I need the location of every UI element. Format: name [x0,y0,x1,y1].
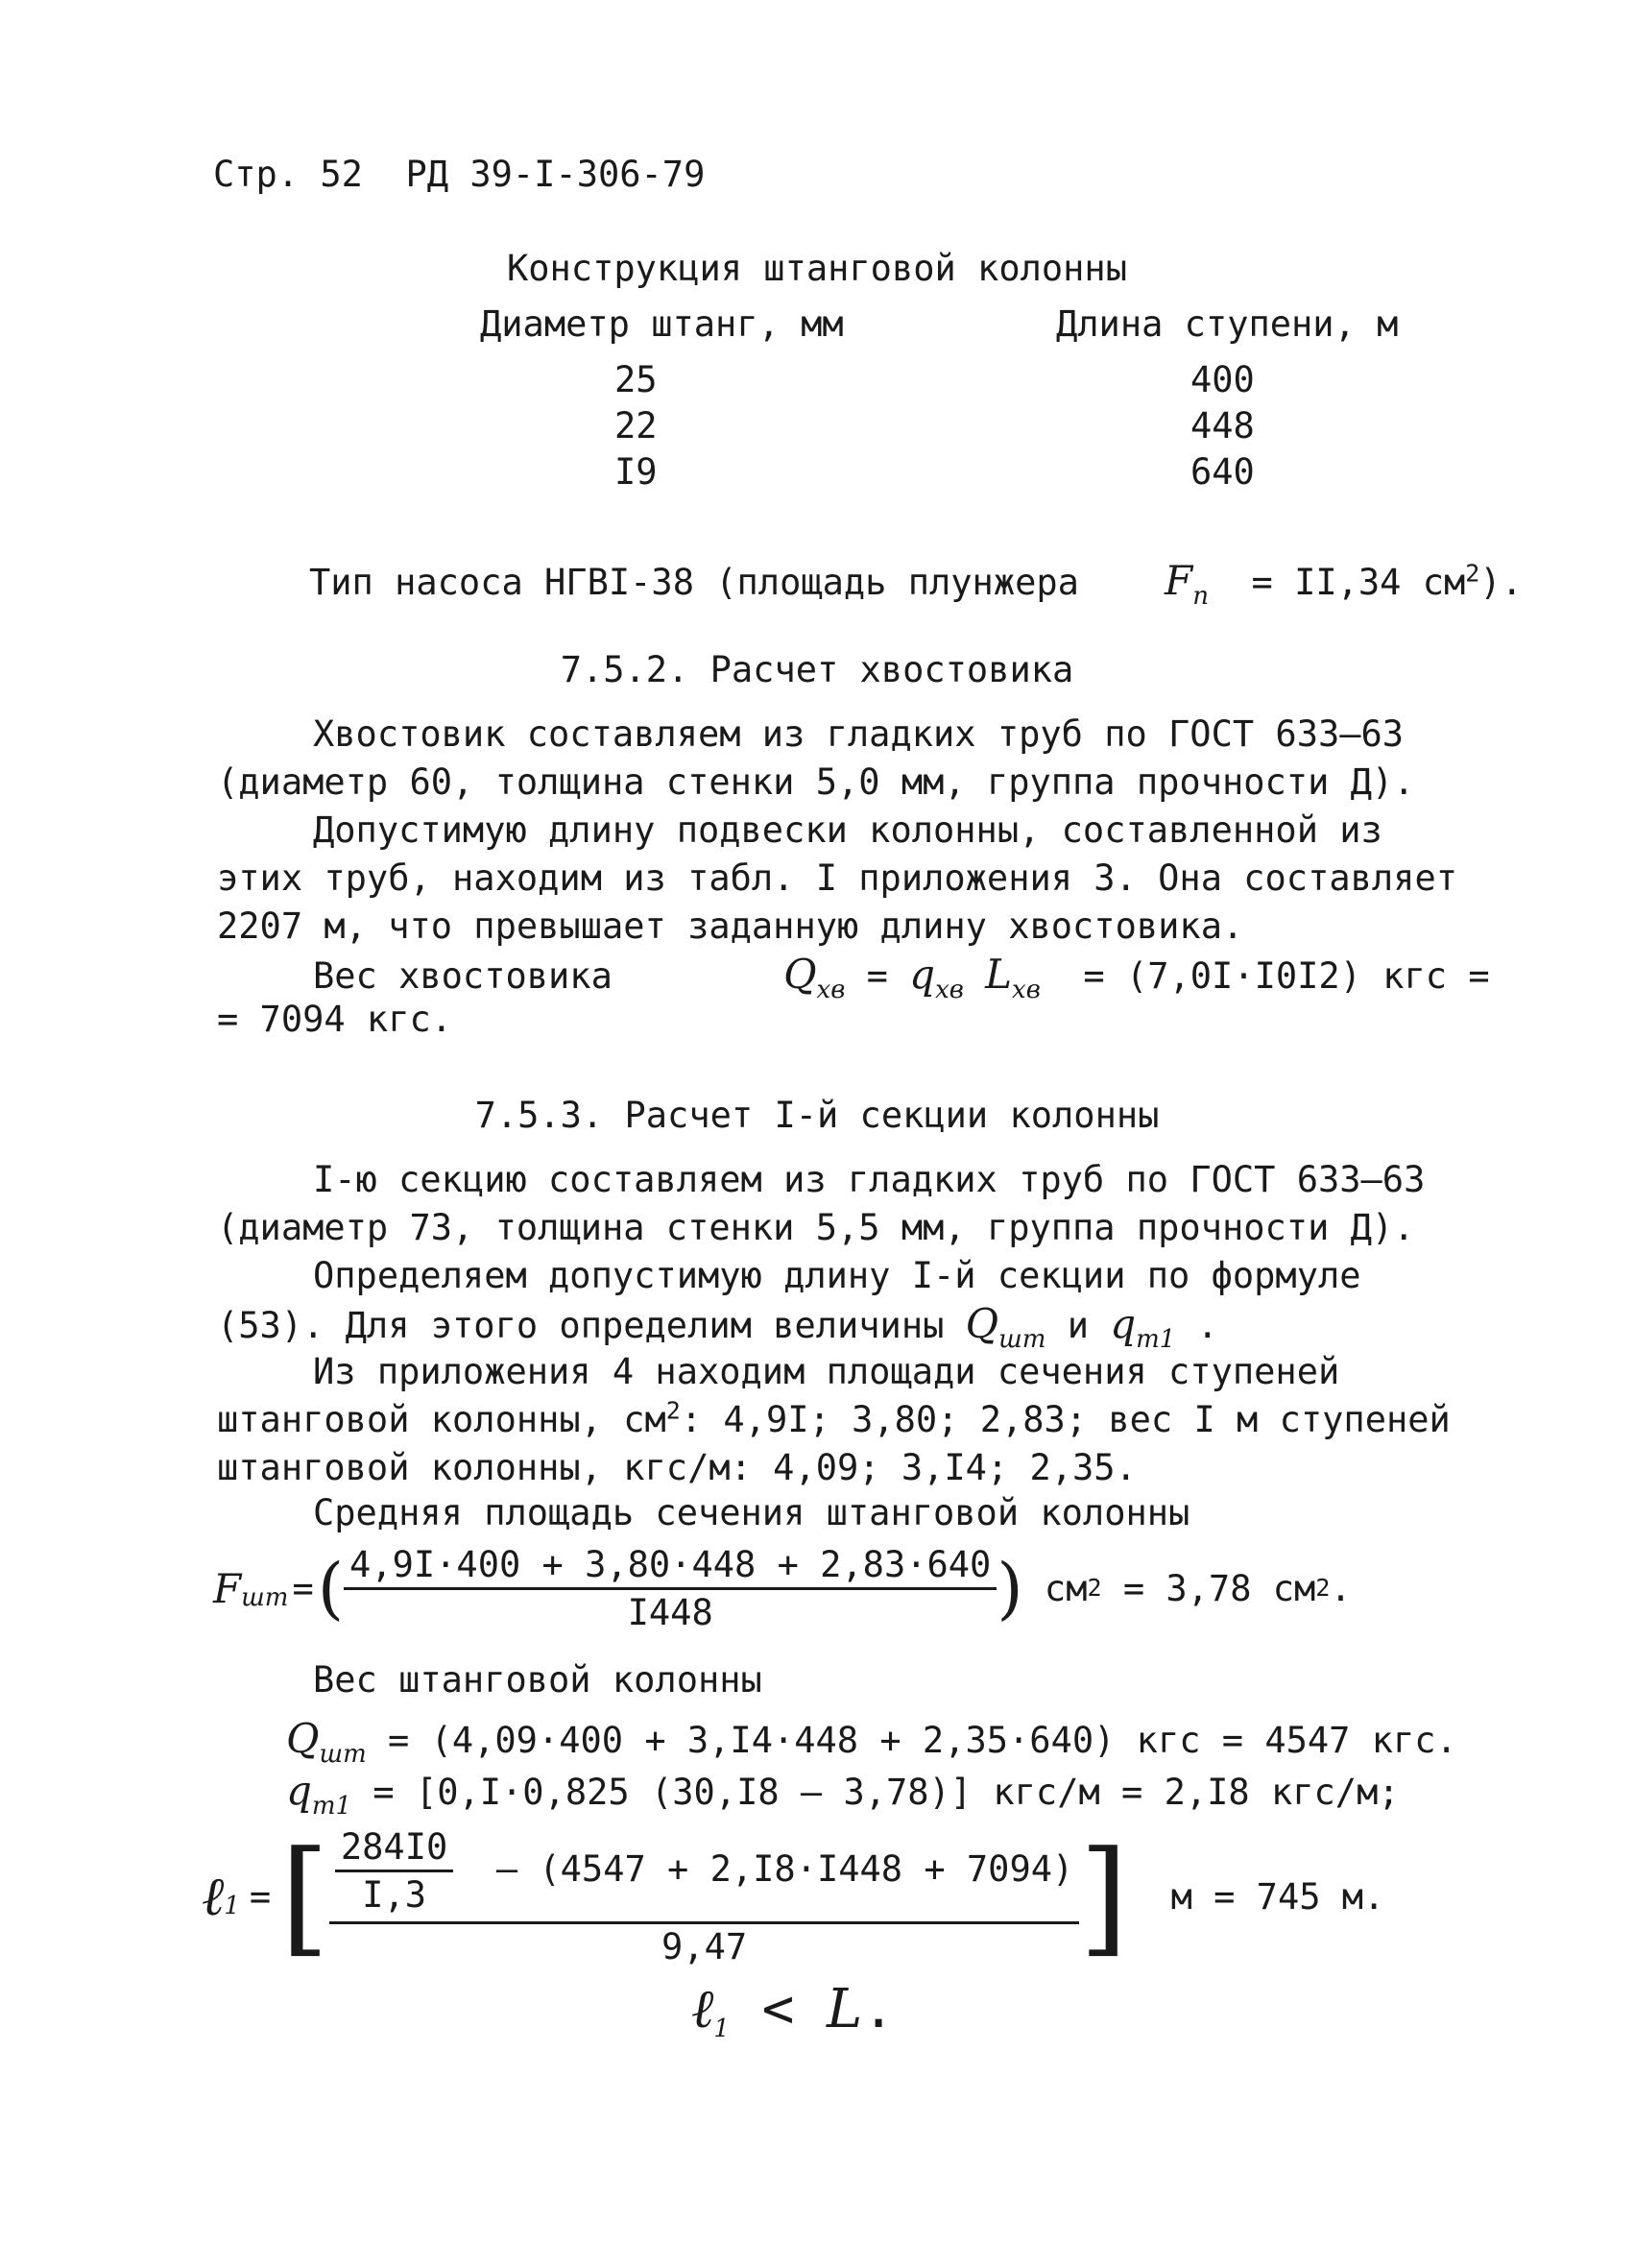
period: . [1196,1305,1218,1346]
Q-subscript: шт [319,1740,367,1769]
l1-equals: = [249,1875,272,1918]
F-unit: см [1044,1567,1088,1609]
table-row [480,402,1398,448]
formula-l1 [202,1824,1384,1968]
l1-subscript: 1 [224,1892,240,1920]
weight-equals: = [866,955,888,997]
pump-text: Тип насоса НГВI-38 (площадь плунжера [309,562,1079,603]
comp-lt: < [761,1978,795,2040]
l1-inner-den: I,3 [362,1873,426,1916]
cell-diameter: I9 [614,450,658,493]
rod-weight-heading: Вес штанговой колонны [313,1659,762,1701]
column-header-diameter: Диаметр штанг, мм [480,303,844,345]
table-row [480,448,1398,495]
formula-avg-area: F шт = ( $\frac{4,9I\cdot 400 + 3,80\cdot 448 + 2,83\cdot 640}{I448}$ ) см 2 = 3,78 см 2 . [213,1543,1352,1633]
cell-length: 640 [1190,450,1255,493]
comp-end: . [862,1978,895,2040]
F-symbol: F [213,1564,242,1612]
symbol-q-t1: q [1110,1300,1137,1347]
weight-sub-2: хв [935,976,964,1004]
weight-symbol-q: q [909,951,936,998]
bracket-close: ] [1079,1823,1128,1969]
comp-l: ℓ [691,1978,714,2040]
and-word: и [1067,1305,1089,1346]
formula-q-t1 [286,1767,1400,1821]
appendix-text-b: : 4,9I; 3,80; 2,83; вес I м ступеней штанговой колонны, кгс/м: 4,09; 3,I4; 2,35. [217,1399,1451,1488]
l1-symbol: ℓ [202,1865,225,1928]
cell-length: 400 [1190,358,1255,400]
weight-rhs: = (7,0I·I0I2) кгс = [1083,955,1490,997]
pump-type-line [309,557,1523,611]
sub-t1: т1 [1136,1325,1176,1354]
bracket-open: [ [280,1823,329,1969]
q-symbol: q [286,1767,312,1814]
Q-rhs: = (4,09·400 + 3,I4·448 + 2,35·640) кгс = 4547 кгс. [388,1720,1457,1761]
sub-sht: шт [998,1325,1046,1354]
comparison-l1-L [691,1978,895,2043]
column-header-length: Длина ступени, м [1056,303,1399,345]
page-number: Стр. 52 [213,154,363,195]
F-numerator: 4,9I·400 + 3,80·448 + 2,83·640 [344,1544,997,1590]
cell-diameter: 25 [614,358,658,400]
page-header [213,154,705,195]
F-subscript: шт [241,1583,289,1612]
tail-weight-result: = 7094 кгс. [217,999,453,1040]
Q-symbol: Q [286,1715,320,1762]
paragraph-tail-pipes: Хвостовик составляем из гладких труб по ГОСТ 633–63 (диаметр 60, толщина стенки 5,0 мм, группа прочности Д). [217,713,1415,803]
determine-text: Определяем допустимую длину I-й секции по формуле (53). Для этого определим величины [217,1255,1361,1346]
table-row [480,356,1398,402]
F-equals: = [292,1567,314,1609]
paragraph-allowed-length: Допустимую длину подвески колонны, составленной из этих труб, находим из табл. I приложения 3. Она составляет 2207 м, что превышает заданную длину хвостовика. [217,809,1458,947]
comp-sub: 1 [713,2015,730,2043]
paragraph-appendix4 [217,1348,1465,1492]
appendix-text-a: Из приложения 4 находим площади сечения ступеней штанговой колонны, см [217,1351,1340,1440]
pump-close: ). [1479,562,1523,603]
appendix-sup: 2 [665,1396,681,1425]
section-title-752: 7.5.2. Расчет хвостовика [560,649,1074,690]
rod-column-table [480,303,1398,495]
l1-denominator: 9,47 [661,1925,748,1967]
tail-weight-label: Вес хвостовика [313,955,613,997]
l1-inner-fraction [335,1826,453,1916]
F-result: = 3,78 см [1122,1567,1316,1609]
q-rhs: = [0,I·0,825 (30,I8 – 3,78)] кгс/м = 2,I8 кгс/м; [372,1772,1400,1813]
l1-num-rest: – (4547 + 2,I8·I448 + 7094) [495,1847,1074,1890]
avg-area-heading: Средняя площадь сечения штанговой колонны [313,1492,1190,1533]
plunger-area-subscript: п [1192,582,1209,611]
paren-close: ) [997,1549,1023,1628]
symbol-Q-sht: Q [965,1300,999,1347]
weight-symbol-Q: Q [783,951,817,998]
F-denominator: I448 [627,1591,713,1633]
paren-open: ( [317,1549,345,1628]
l1-inner-num: 284I0 [335,1826,453,1872]
plunger-area-value: = II,34 см [1251,562,1466,603]
table-header-row [480,303,1398,356]
plunger-area-exp: 2 [1465,559,1480,588]
weight-symbol-L: L [985,951,1013,998]
section-title-753: 7.5.3. Расчет I-й секции колонны [474,1095,1160,1136]
l1-numerator [329,1826,1079,1924]
weight-sub-1: хв [816,976,846,1004]
cell-diameter: 22 [614,404,658,446]
document-code: РД 39-I-306-79 [405,154,706,195]
plunger-area-symbol: F [1165,557,1193,604]
l1-fraction [329,1826,1079,1967]
tail-weight-line [313,951,1490,1004]
paragraph-section1-pipes: I-ю секцию составляем из гладких труб по ГОСТ 633–63 (диаметр 73, толщина стенки 5,5 мм, группа прочности Д). [217,1159,1426,1248]
paragraph-determine-length [217,1252,1465,1354]
comp-L: L [827,1978,863,2040]
q-subscript: т1 [311,1792,352,1821]
formula-Q-sht [286,1715,1457,1769]
F-fraction [344,1544,997,1633]
weight-sub-3: хв [1012,976,1041,1004]
table-title: Конструкция штанговой колонны [506,248,1127,289]
cell-length: 448 [1190,404,1255,446]
l1-result: м = 745 м. [1170,1875,1385,1918]
F-end: . [1330,1567,1352,1609]
